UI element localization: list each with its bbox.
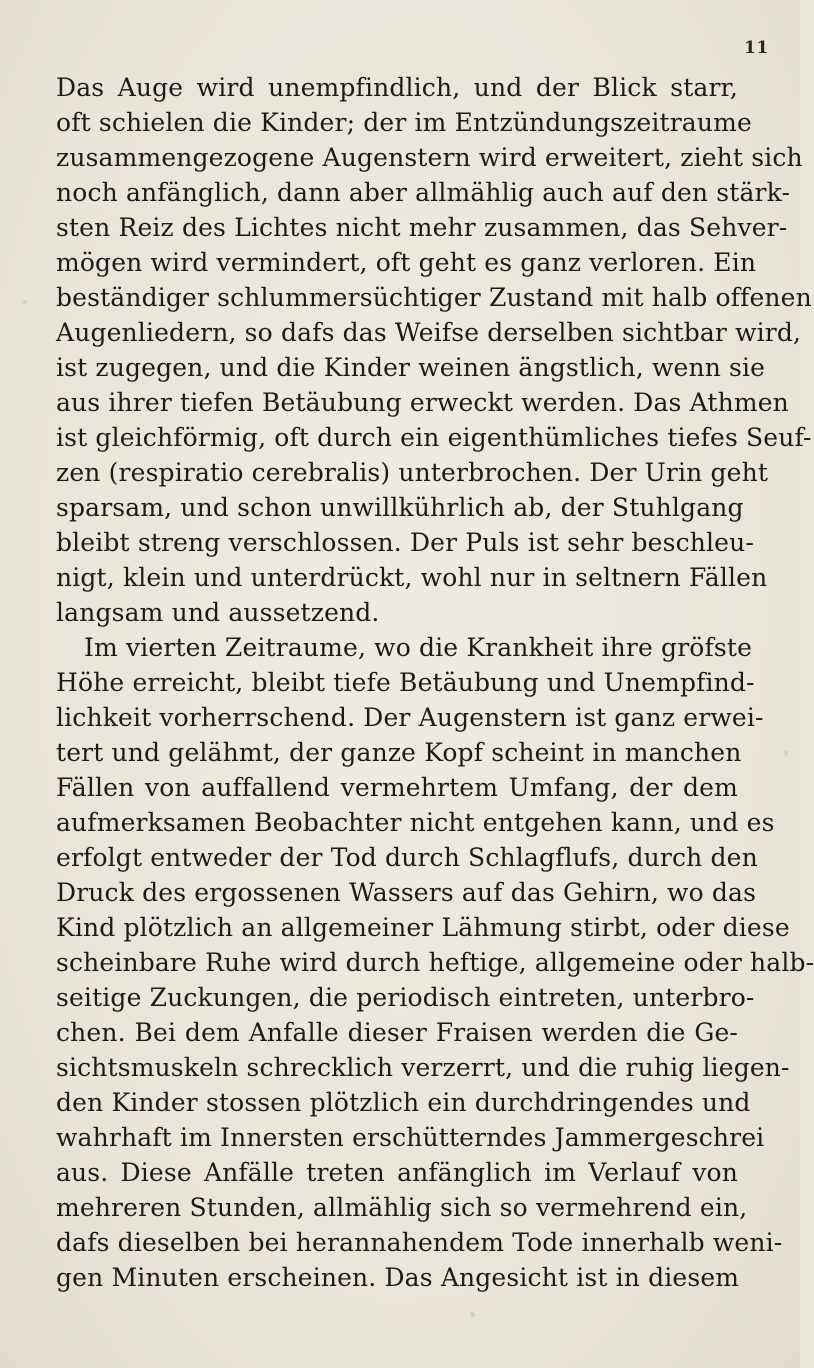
text-line: scheinbare Ruhe wird durch heftige, allgemeine oder halb- xyxy=(56,948,814,977)
text-line: den Kinder stossen plötzlich ein durchdringendes und xyxy=(56,1088,751,1117)
text-line: oft schielen die Kinder; der im Entzündungszeitraume xyxy=(56,108,752,137)
text-line: aufmerksamen Beobachter nicht entgehen kann, und es xyxy=(56,808,775,837)
text-line: bleibt streng verschlossen. Der Puls ist sehr beschleu- xyxy=(56,528,754,557)
text-line: ist zugegen, und die Kinder weinen ängstlich, wenn sie xyxy=(56,353,766,382)
text-line: wahrhaft im Innersten erschütterndes Jammergeschrei xyxy=(56,1123,765,1152)
text-line: Im vierten Zeitraume, wo die Krankheit ihre gröfste xyxy=(84,633,753,662)
text-line: Höhe erreicht, bleibt tiefe Betäubung und Unempfind- xyxy=(56,668,755,697)
text-line: mehreren Stunden, allmählig sich so vermehrend ein, xyxy=(56,1193,748,1222)
text-line: zusammengezogene Augenstern wird erweitert, zieht sich xyxy=(56,143,803,172)
text-line: mögen wird vermindert, oft geht es ganz verloren. Ein xyxy=(56,248,757,277)
text-line: langsam und aussetzend. xyxy=(56,598,380,627)
text-line: aus. Diese Anfälle treten anfänglich im Verlauf von xyxy=(56,1158,738,1187)
text-line: Augenliedern, so dafs das Weifse derselben sichtbar wird, xyxy=(56,318,802,347)
text-line: sichtsmuskeln schrecklich verzerrt, und die ruhig liegen- xyxy=(56,1053,790,1082)
text-line: dafs dieselben bei herannahendem Tode innerhalb weni- xyxy=(56,1228,783,1257)
text-line: Druck des ergossenen Wassers auf das Gehirn, wo das xyxy=(56,878,757,907)
text-line: beständiger schlummersüchtiger Zustand mit halb offenen xyxy=(56,283,812,312)
text-line: Kind plötzlich an allgemeiner Lähmung stirbt, oder diese xyxy=(56,913,790,942)
text-line: zen (respiratio cerebralis) unterbrochen. Der Urin geht xyxy=(56,458,769,487)
text-line: sten Reiz des Lichtes nicht mehr zusammen, das Sehver- xyxy=(56,213,788,242)
text-line: chen. Bei dem Anfalle dieser Fraisen werden die Ge- xyxy=(56,1018,738,1047)
text-line: lichkeit vorherrschend. Der Augenstern ist ganz erwei- xyxy=(56,703,764,732)
text-line: ist gleichförmig, oft durch ein eigenthümliches tiefes Seuf- xyxy=(56,423,812,452)
paper-speck xyxy=(784,750,788,756)
text-line: tert und gelähmt, der ganze Kopf scheint in manchen xyxy=(56,738,742,767)
text-line: nigt, klein und unterdrückt, wohl nur in seltnern Fällen xyxy=(56,563,768,592)
paper-speck xyxy=(470,1312,475,1317)
paper-speck xyxy=(22,300,27,304)
text-line: erfolgt entweder der Tod durch Schlagflufs, durch den xyxy=(56,843,758,872)
page-number: 11 xyxy=(744,38,769,58)
text-line: sparsam, und schon unwillkührlich ab, der Stuhlgang xyxy=(56,493,744,522)
text-line: Fällen von auffallend vermehrtem Umfang, der dem xyxy=(56,773,738,802)
text-line: aus ihrer tiefen Betäubung erweckt werden. Das Athmen xyxy=(56,388,789,417)
text-line: seitige Zuckungen, die periodisch eintreten, unterbro- xyxy=(56,983,755,1012)
text-line: Das Auge wird unempfindlich, und der Blick starr, xyxy=(56,73,738,102)
text-line: noch anfänglich, dann aber allmählig auch auf den stärk- xyxy=(56,178,791,207)
text-line: gen Minuten erscheinen. Das Angesicht ist in diesem xyxy=(56,1263,740,1292)
